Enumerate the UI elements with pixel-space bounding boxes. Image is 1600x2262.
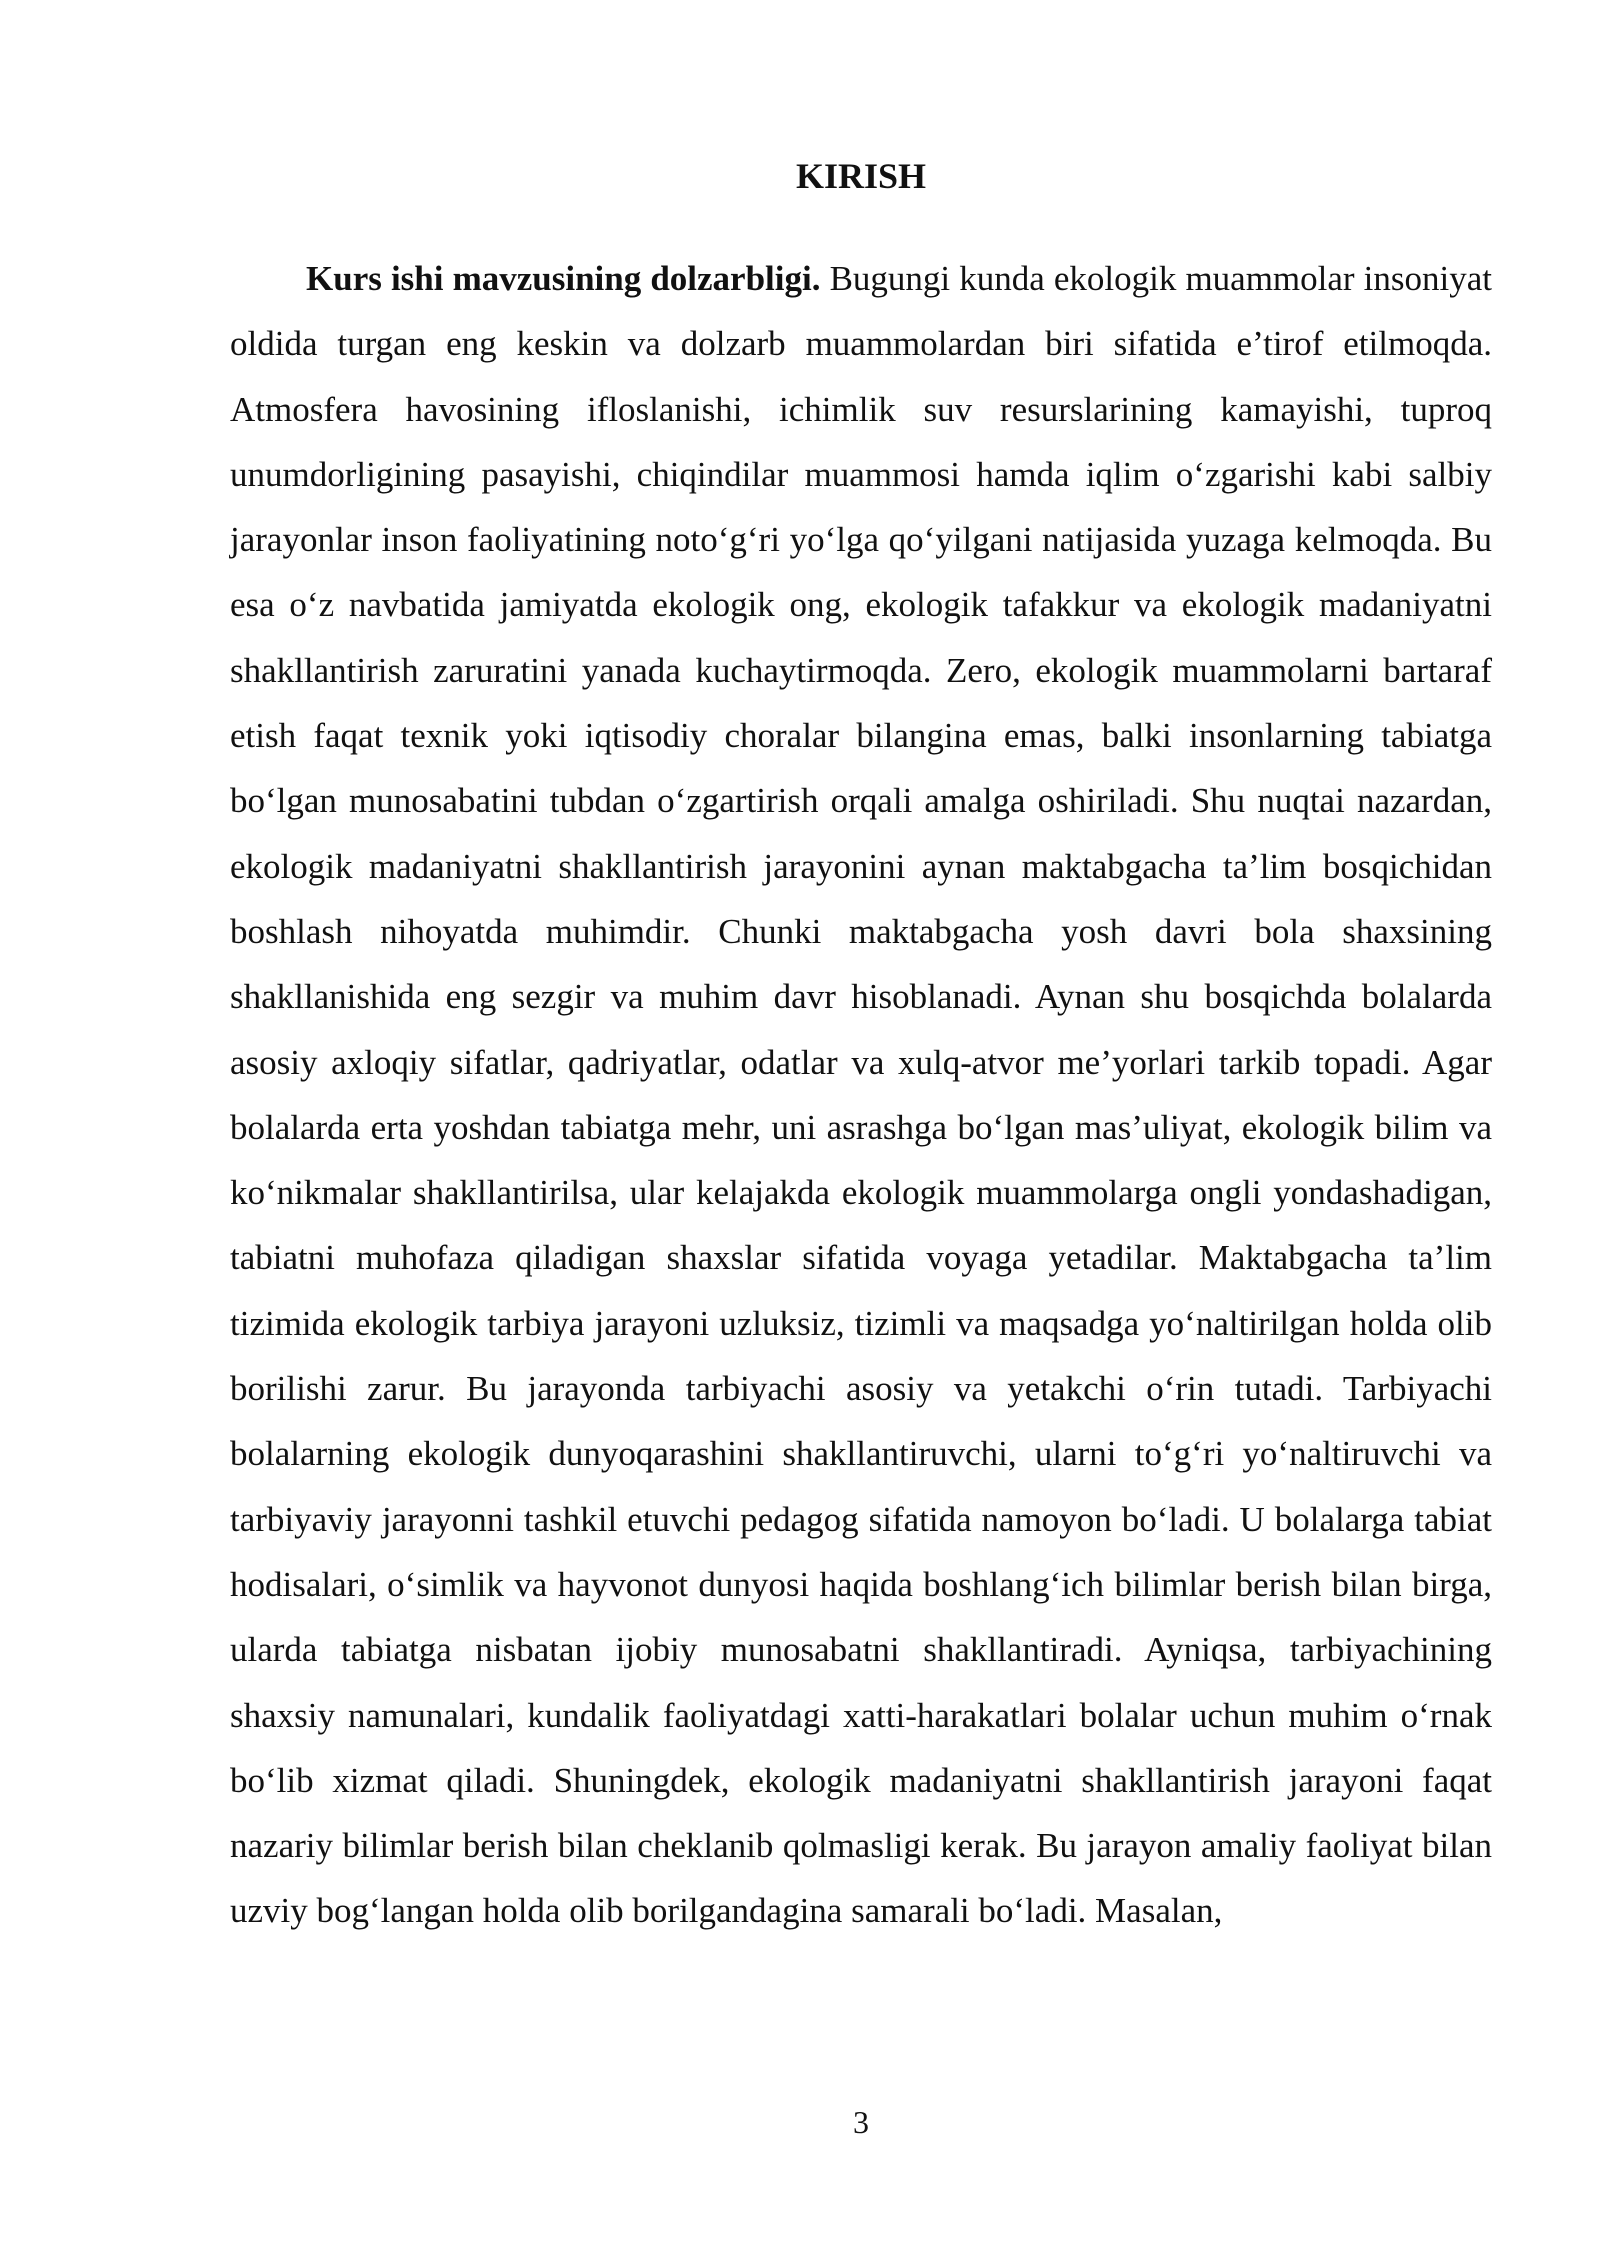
paragraph-lead-bold: Kurs ishi mavzusining dolzarbligi. [306,259,821,298]
page-number: 3 [853,2104,869,2140]
paragraph-text: Bugungi kunda ekologik muammolar insoniyat oldida turgan eng keskin va dolzarb muammolardan biri sifatida e’tirof etilmoqda. Atmosfera havosining ifloslanishi, ichimlik suv resurslarining kamayishi, tuproq unumdorligining pasayishi, chiqindilar muammosi hamda iqlim o‘zgarishi kabi salbiy jarayonlar inson faoliyatining noto‘g‘ri yo‘lga qo‘yilgani natijasida yuzaga kelmoqda. Bu esa o‘z navbatida jamiyatda ekologik ong, ekologik tafakkur va ekologik madaniyatni shakllantirish zaruratini yanada kuchaytirmoqda. Zero, ekologik muammolarni bartaraf etish faqat texnik yoki iqtisodiy choralar bilangina emas, balki insonlarning tabiatga bo‘lgan munosabatini tubdan o‘zgartirish orqali amalga oshiriladi. Shu nuqtai nazardan, ekologik madaniyatni shakllantirish jarayonini aynan maktabgacha ta’lim bosqichidan boshlash nihoyatda muhimdir. Chunki maktabgacha yosh davri bola shaxsining shakllanishida eng sezgir va muhim davr hisoblanadi. Aynan shu bosqichda bolalarda asosiy axloqiy sifatlar, qadriyatlar, odatlar va xulq-atvor me’yorlari tarkib topadi. Agar bolalarda erta yoshdan tabiatga mehr, uni asrashga bo‘lgan mas’uliyat, ekologik bilim va ko‘nikmalar shakllantirilsa, ular kelajakda ekologik muammolarga ongli yondashadigan, tabiatni muhofaza qiladigan shaxslar sifatida voyaga yetadilar. Maktabgacha ta’lim tizimida ekologik tarbiya jarayoni uzluksiz, tizimli va maqsadga yo‘naltirilgan holda olib borilishi zarur. Bu jarayonda tarbiyachi asosiy va yetakchi o‘rin tutadi. Tarbiyachi bolalarning ekologik dunyoqarashini shakllantiruvchi, ularni to‘g‘ri yo‘naltiruvchi va tarbiyaviy jarayonni tashkil etuvchi pedagog sifatida namoyon bo‘ladi. U bolalarga tabiat hodisalari, o‘simlik va hayvonot dunyosi haqida boshlang‘ich bilimlar berish bilan birga, ularda tabiatga nisbatan ijobiy munosabatni shakllantiradi. Ayniqsa, tarbiyachining shaxsiy namunalari, kundalik faoliyatdagi xatti-harakatlari bolalar uchun muhim o‘rnak bo‘lib xizmat qiladi. Shuningdek, ekologik madaniyatni shakllantirish jarayoni faqat nazariy bilimlar berish bilan cheklanib qolmasligi kerak. Bu jarayon amaliy faoliyat bilan uzviy bog‘langan holda olib borilgandagina samarali bo‘ladi. Masalan, [230,259,1492,1931]
body-paragraph [230,246,1492,1944]
section-heading: KIRISH [795,156,927,196]
